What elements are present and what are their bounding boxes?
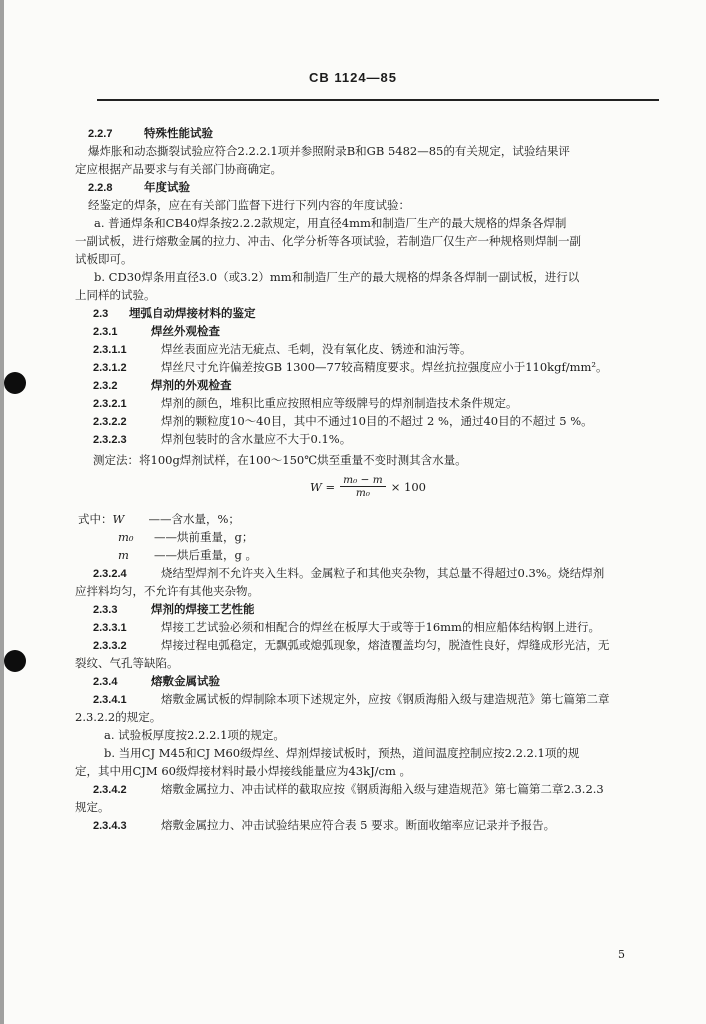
section-2-3-1-heading: 2.3.1 焊丝外观检查: [93, 324, 220, 338]
moisture-formula: W = $\frac{\text{m₀ − m}}{\text{m₀}}$ × 100: [310, 474, 426, 499]
paragraph-line: 应拌料均匀，不允许有其他夹杂物。: [75, 584, 259, 598]
paragraph-line: 裂纹、气孔等缺陷。: [75, 656, 179, 670]
section-2-2-7-heading: 2.2.7 特殊性能试验: [88, 126, 213, 140]
list-item-a: a. 普通焊条和CB40焊条按2.2.2款规定，用直径4mm和制造厂生产的最大规格的焊条各焊制: [94, 216, 567, 230]
list-item-b: b. CD30焊条用直径3.0（或3.2）mm和制造厂生产的最大规格的焊条各焊制一副试板，进行以: [94, 270, 580, 284]
variable-definition: m ——烘后重量，g 。: [118, 548, 258, 562]
clause-2-3-2-2: 2.3.2.2 焊剂的颗粒度10～40目，其中不通过10目的不超过 2 %，通过40目的不超过 5 %。: [93, 414, 593, 428]
clause-2-3-1-1: 2.3.1.1 焊丝表面应光洁无疵点、毛刺，没有氧化皮、锈迹和油污等。: [93, 342, 472, 356]
section-2-2-8-heading: 2.2.8 年度试验: [88, 180, 190, 194]
section-2-3-2-heading: 2.3.2 焊剂的外观检查: [93, 378, 232, 392]
paragraph-line: 定应根据产品要求与有关部门协商确定。: [75, 162, 282, 176]
clause-2-3-2-3: 2.3.2.3 焊剂包装时的含水量应不大于0.1%。: [93, 432, 352, 446]
section-2-3-heading: 2.3 埋弧自动焊接材料的鉴定: [93, 306, 256, 320]
list-item-b: b. 当用CJ M45和CJ M60级焊丝、焊剂焊接试板时，预热，道间温度控制应按2.2.2.1项的规: [104, 746, 580, 760]
variable-definition: m₀ ——烘前重量，g；: [118, 530, 254, 544]
clause-2-3-4-2: 2.3.4.2 熔敷金属拉力、冲击试样的截取应按《钢质海船入级与建造规范》第七篇第二章2.3.2.3: [93, 782, 604, 796]
clause-2-3-1-2: 2.3.1.2 焊丝尺寸允许偏差按GB 1300—77较高精度要求。焊丝抗拉强度应小于110kgf/mm²。: [93, 360, 608, 374]
clause-2-3-2-4: 2.3.2.4 烧结型焊剂不允许夹入生料。金属粒子和其他夹杂物，其总量不得超过0.3%。烧结焊剂: [93, 566, 605, 580]
clause-2-3-3-2: 2.3.3.2 焊接过程电弧稳定，无飘弧或熄弧现象，熔渣覆盖均匀，脱渣性良好，焊缝成形光洁，无: [93, 638, 610, 652]
clause-2-3-4-1: 2.3.4.1 熔敷金属试板的焊制除本项下述规定外，应按《钢质海船入级与建造规范》第七篇第二章: [93, 692, 610, 706]
paragraph-line: 上同样的试验。: [75, 288, 156, 302]
paragraph-line: 2.3.2.2的规定。: [75, 710, 162, 724]
paragraph-line: 定，其中用CJM 60级焊接材料时最小焊接线能量应为43kJ/cm 。: [75, 764, 412, 778]
section-2-3-3-heading: 2.3.3 焊剂的焊接工艺性能: [93, 602, 255, 616]
paragraph-line: 试板即可。: [75, 252, 133, 266]
punch-hole: [4, 372, 26, 394]
variable-definition: 式中：W ——含水量，%；: [78, 512, 240, 526]
paragraph-line: 一副试板，进行熔敷金属的拉力、冲击、化学分析等各项试验，若制造厂仅生产一种规格则焊制一副: [75, 234, 581, 248]
clause-2-3-3-1: 2.3.3.1 焊接工艺试验必须和相配合的焊丝在板厚大于或等于16mm的相应船体结构钢上进行。: [93, 620, 600, 634]
paragraph-line: 爆炸胀和动态撕裂试验应符合2.2.2.1项并参照附录B和GB 5482—85的有关规定，试验结果评: [88, 144, 570, 158]
page-header: CB 1124—85: [308, 70, 398, 85]
paragraph-line: 规定。: [75, 800, 110, 814]
clause-2-3-2-1: 2.3.2.1 焊剂的颜色，堆积比重应按照相应等级牌号的焊剂制造技术条件规定。: [93, 396, 518, 410]
section-2-3-4-heading: 2.3.4 熔敷金属试验: [93, 674, 220, 688]
clause-2-3-4-3: 2.3.4.3 熔敷金属拉力、冲击试验结果应符合表 5 要求。断面收缩率应记录并予报告。: [93, 818, 556, 832]
paragraph-line: 测定法：将100g焊剂试样，在100～150℃烘至重量不变时测其含水量。: [93, 453, 467, 467]
paragraph-line: 经鉴定的焊条，应在有关部门监督下进行下列内容的年度试验：: [88, 198, 410, 212]
punch-hole: [4, 650, 26, 672]
page-number: 5: [618, 948, 625, 961]
list-item-a: a. 试验板厚度按2.2.2.1项的规定。: [104, 728, 285, 742]
header-rule: [97, 99, 659, 101]
scan-edge: [0, 0, 4, 1024]
